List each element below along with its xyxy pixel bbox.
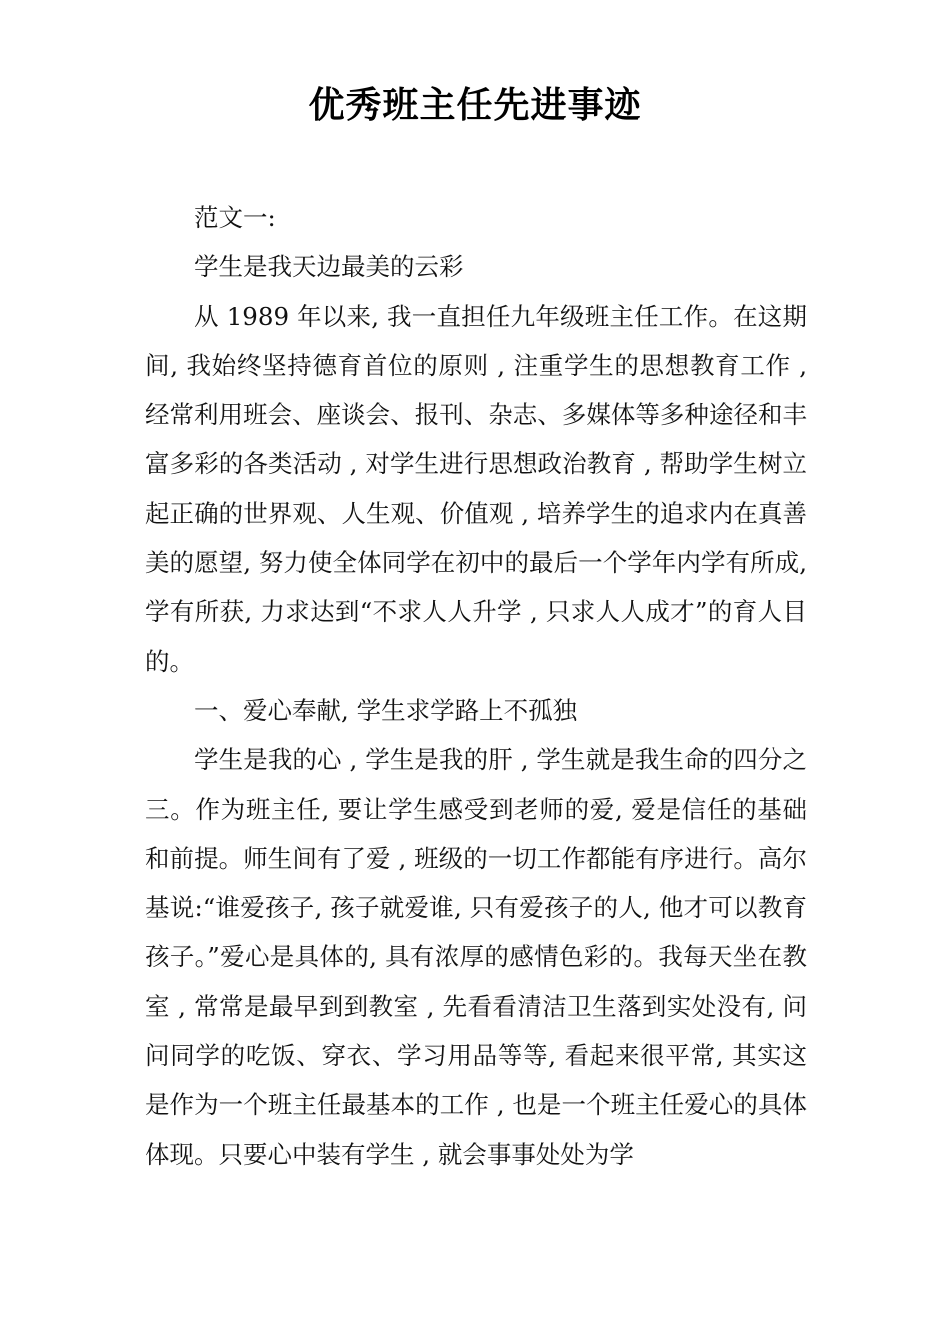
paragraph-body: 学生是我的心 , 学生是我的肝 , 学生就是我生命的四分之三。作为班主任, 要让学生感受到老师的爱, 爱是信任的基础和前提。师生间有了爱 , 班级的一切工作都能有序进行。高尔基说:“谁爱孩子, 孩子就爱谁, 只有爱孩子的人, 他才可以教育孩子。”爱心是具体的, 具有浓厚的感情色彩的。我每天坐在教室 , 常常是最早到到教室 , 先看看清洁卫生落到实处没有, 问问同学的吃饭、穿衣、学习用品等等, 看起来很平常, 其实这是作为一个班主任最基本的工作 , 也是一个班主任爱心的具体体现。只要心中装有学生 , 就会事事处处为学 (145, 745, 807, 1169)
paragraph-subtitle: 学生是我天边最美的云彩 (194, 252, 464, 282)
document-body (145, 193, 807, 1179)
paragraph-heading-example: 范文一: (194, 203, 276, 232)
document-title: 优秀班主任先进事迹 (308, 85, 642, 126)
paragraph-intro: 从 1989 年以来, 我一直担任九年级班主任工作。在这期间, 我始终坚持德育首位的原则 , 注重学生的思想教育工作 , 经常利用班会、座谈会、报刊、杂志、多媒体等多种途径和丰富多彩的各类活动 , 对学生进行思想政治教育 , 帮助学生树立起正确的世界观、人生观、价值观 , 培养学生的追求内在真善美的愿望, 努力使全体同学在初中的最后一个学年内学有所成, 学有所获, 力求达到“不求人人升学 , 只求人人成才”的育人目的。 (145, 301, 807, 676)
paragraph-section-heading: 一、爱心奉献, 学生求学路上不孤独 (194, 695, 578, 725)
